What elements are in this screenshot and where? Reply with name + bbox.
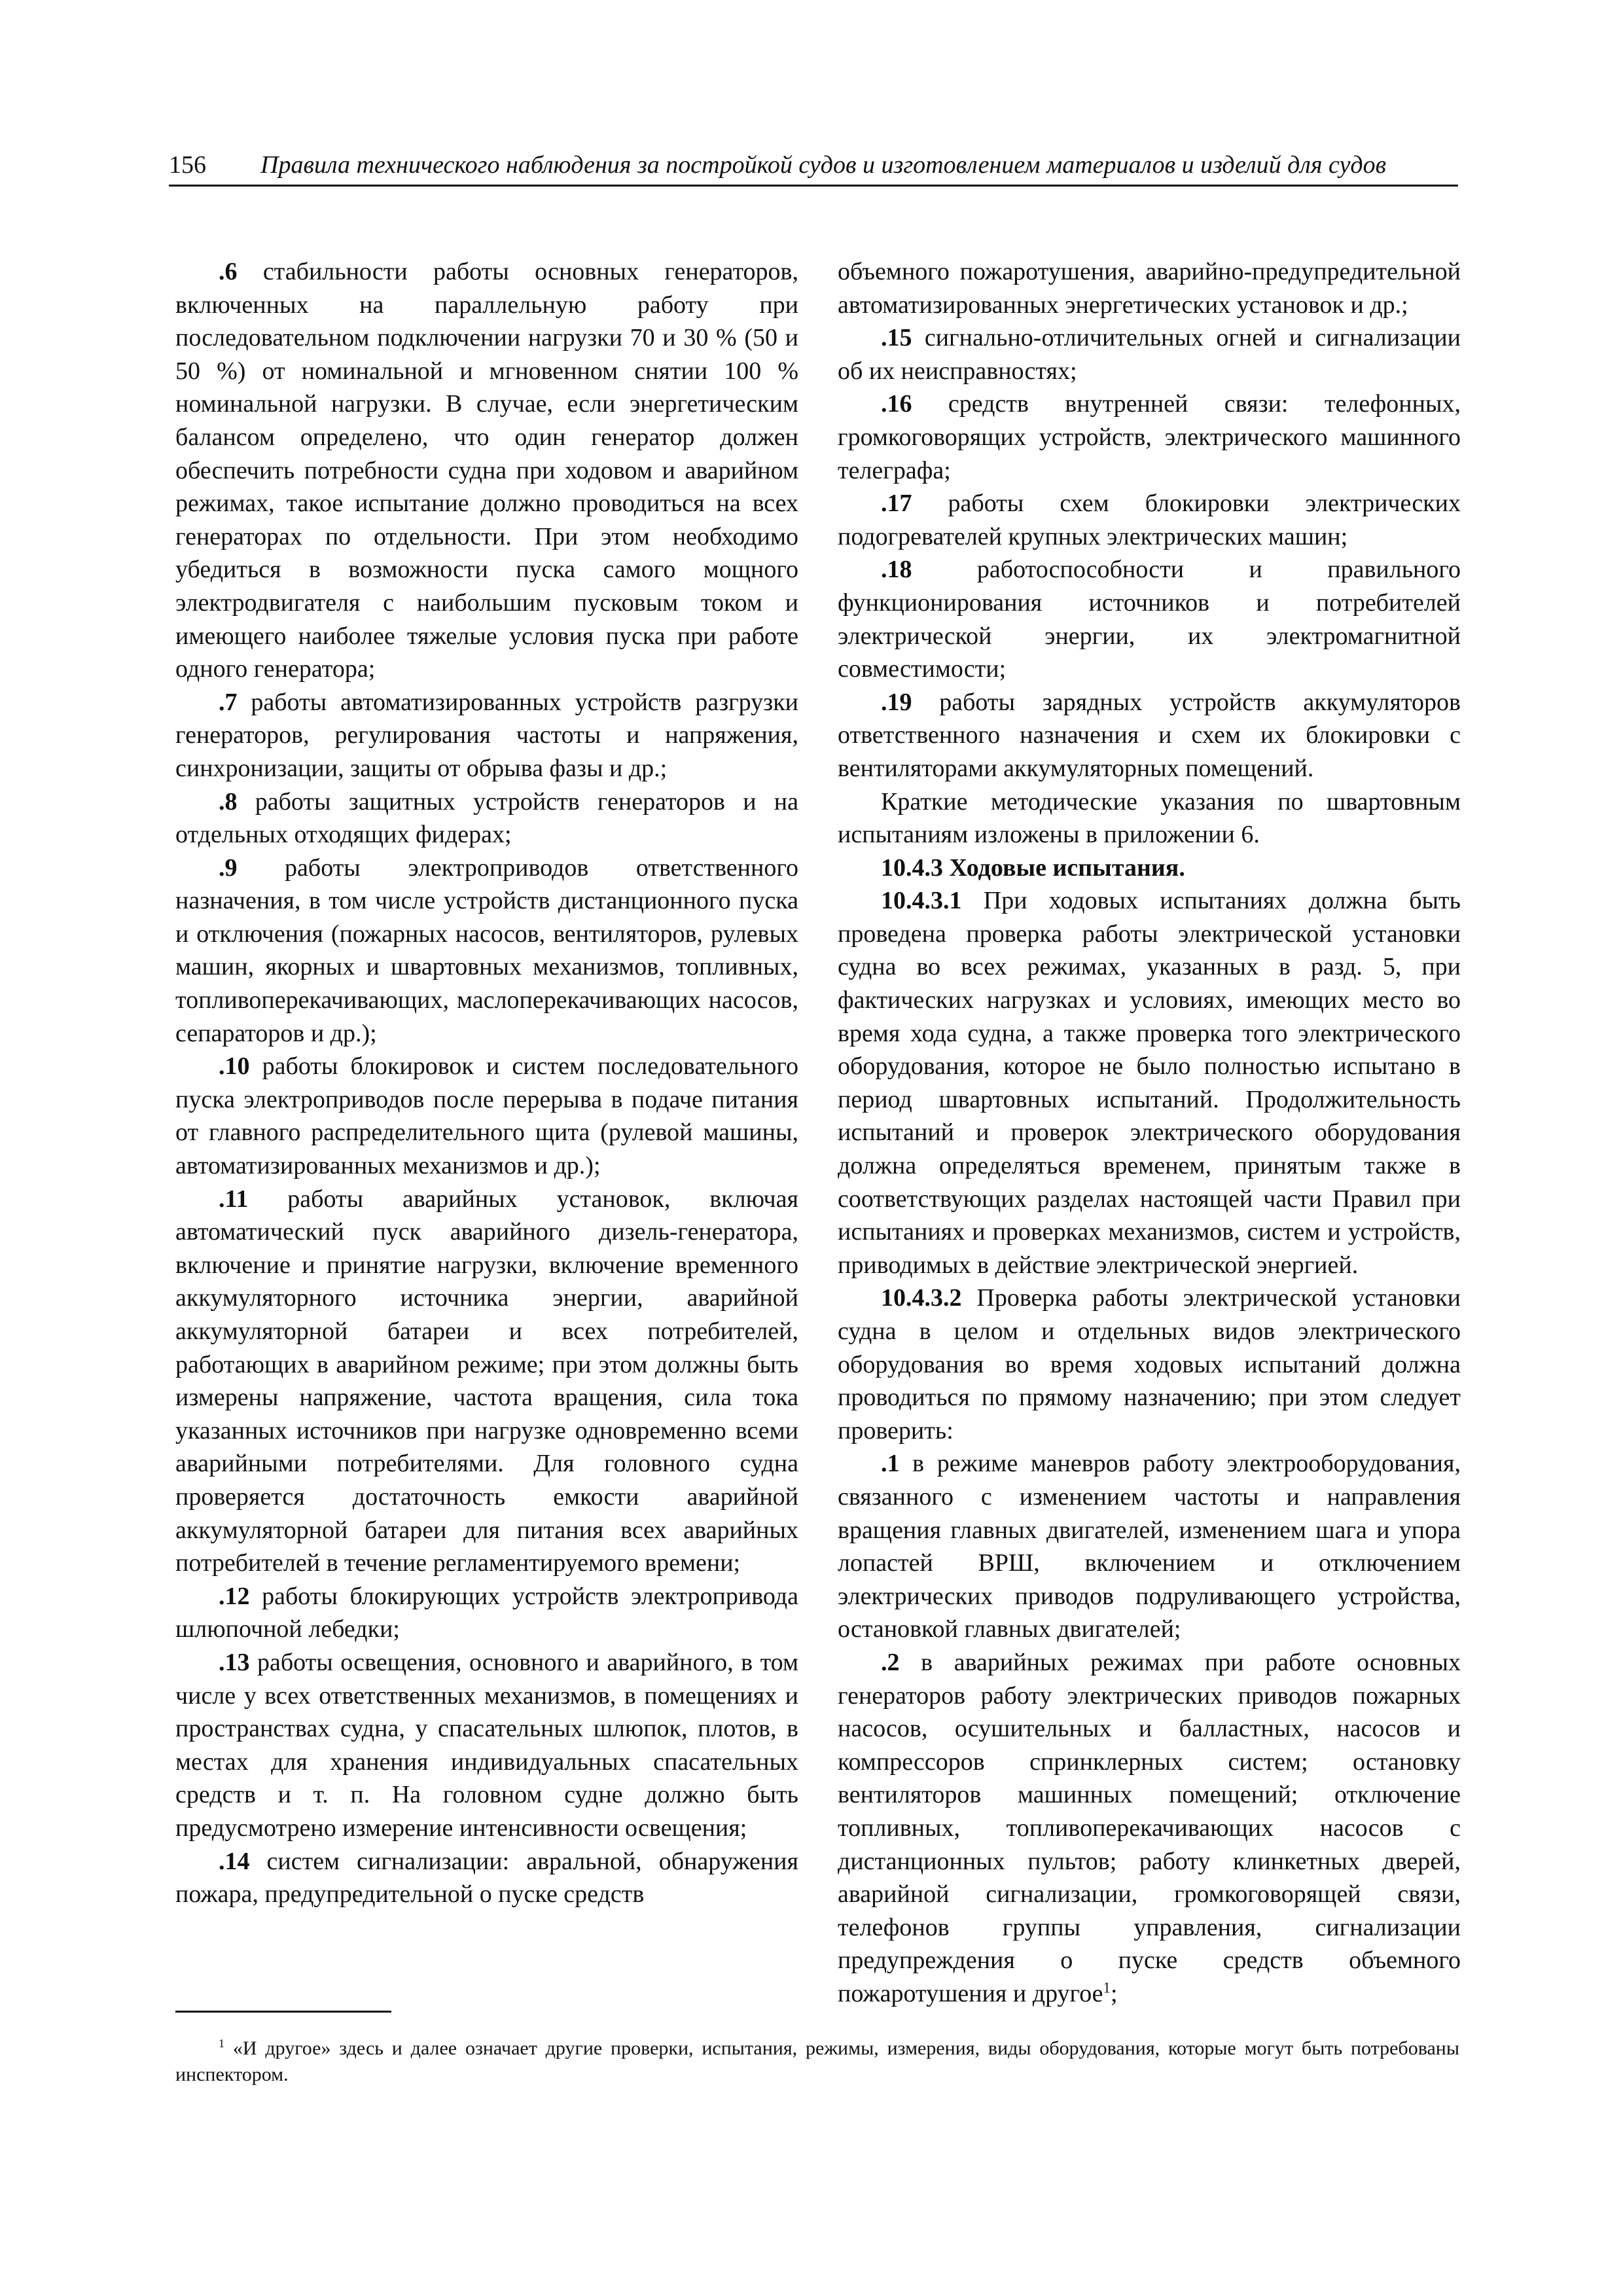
list-item [838,1646,1461,2011]
item-number: .18 [881,556,912,584]
item-number: .19 [881,688,912,716]
paragraph-text: При ходовых испытаниях должна быть проведена проверка работы электрической установки судна во всех режимах, указанных в разд. 5, при фактических нагрузках и условиях, имеющих место во время хода судна, а также проверка того электрического оборудования, которое не было полностью испытано в период швартовных испытаний. Продолжительность испытаний и проверок электрического оборудования должна определяться временем, принятым также в соответствующих разделах настоящей части Правил при испытаниях и проверках механизмов, систем и устройств, приводимых в действие электрической энергией. [838,887,1461,1279]
list-item [838,321,1461,387]
item-text: работы защитных устройств генераторов и на отдельных отходящих фидерах; [175,787,798,849]
item-number: .12 [219,1582,250,1610]
paragraph-number: 10.4.3.1 [881,887,962,915]
list-item [175,255,798,686]
item-text: работы электроприводов ответственного назначения, в том числе устройств дистанционного пуска и отключения (пожарных насосов, вентиляторов, рулевых машин, якорных и швартовных механизмов, топливных, топливоперекачивающих, маслоперекачивающих насосов, сепараторов и др.); [175,853,798,1047]
item-text: сигнально-отличительных огней и сигнализации об их неисправностях; [838,324,1461,385]
list-item [838,487,1461,553]
item-text: работы аварийных установок, включая автоматический пуск аварийного дизель-генератора, включение и принятие нагрузки, включение временного аккумуляторного источника энергии, аварийной аккумуляторной батареи и всех потребителей, работающих в аварийном режиме; при этом должны быть измерены напряжение, частота вращения, сила тока указанных источников при нагрузке одновременно всеми аварийными потребителями. Для головного судна проверяется достаточность емкости аварийной аккумуляторной батареи для питания всех аварийных потребителей в течение регламентируемого времени; [175,1185,798,1577]
item-text: средств внутренней связи: телефонных, громкоговорящих устройств, электрического машинного телеграфа; [838,390,1461,484]
footnote-reference[interactable]: 1 [1103,1979,1111,1996]
continuation-paragraph: объемного пожаротушения, аварийно-предупредительной автоматизированных энергетических установок и др.; [838,258,1461,319]
item-text: работы автоматизированных устройств разгрузки генераторов, регулирования частоты и напряжения, синхронизации, защиты от обрыва фазы и др.; [175,688,798,782]
numbered-paragraph [838,884,1461,1282]
item-text: работы схем блокировки электрических подогревателей крупных электрических машин; [838,490,1461,550]
numbered-paragraph [838,1282,1461,1447]
running-title: Правила технического наблюдения за постройкой судов и изготовлением материалов и изделий для судов [260,151,1387,179]
item-end: ; [1110,1979,1118,2007]
list-item [175,1580,798,1646]
list-item [175,852,798,1050]
page-number: 156 [169,151,206,179]
list-item [175,686,798,785]
list-item [175,1845,798,1911]
item-text: работы блокировок и систем последовательного пуска электроприводов после перерыва в подаче питания от главного распределительного щита (рулевой машины, автоматизированных механизмов и др.); [175,1052,798,1180]
item-text: работы блокирующих устройств электропривода шлюпочной лебедки; [175,1582,798,1643]
item-number: .8 [219,787,238,816]
item-text: работы зарядных устройств аккумуляторов ответственного назначения и схем их блокировки с вентиляторами аккумуляторных помещений. [838,688,1461,782]
list-item [175,1050,798,1182]
list-item [838,387,1461,487]
left-column [175,255,798,1911]
section-heading: 10.4.3 Ходовые испытания. [881,853,1185,882]
list-item [175,1183,798,1580]
item-number: .16 [881,390,912,418]
paragraph-number: 10.4.3.2 [881,1284,962,1312]
list-item [838,686,1461,785]
right-column [838,255,1461,2010]
note-paragraph: Краткие методические указания по швартовным испытаниям изложены в приложении 6. [838,787,1461,849]
item-number: .17 [881,490,912,518]
paragraph-text: Проверка работы электрической установки судна в целом и отдельных видов электрического оборудования во время ходовых испытаний должна проводиться по прямому назначению; при этом следует проверить: [838,1284,1461,1444]
item-text: в аварийных режимах при работе основных генераторов работу электрических приводов пожарных насосов, осушительных и балластных, насосов и компрессоров спринклерных систем; остановку вентиляторов машинных помещений; отключение топливных, топливоперекачивающих насосов с дистанционных пультов; работу клинкетных дверей, аварийной сигнализации, громкоговорящей связи, телефонов группы управления, сигнализации предупреждения о пуске средств объемного пожаротушения и другое [838,1648,1461,2007]
list-item [175,1646,798,1845]
item-number: .10 [219,1052,250,1081]
item-text: работы освещения, основного и аварийного, в том числе у всех ответственных механизмов, в помещениях и пространствах судна, у спасательных шлюпок, плотов, в местах для хранения индивидуальных спасательных средств и т. п. На головном судне должно быть предусмотрено измерение интенсивности освещения; [175,1648,798,1842]
item-text: стабильности работы основных генераторов, включенных на параллельную работу при последовательном подключении нагрузки 70 и 30 % (50 и 50 %) от номинальной и мгновенном снятии 100 % номинальной нагрузки. В случае, если энергетическим балансом определено, что один генератор должен обеспечить потребности судна при ходовом и аварийном режимах, такое испытание должно проводиться на всех генераторах по отдельности. При этом необходимо убедиться в возможности пуска самого мощного электродвигателя с наибольшим пусковым током и имеющего наиболее тяжелые условия пуска при работе одного генератора; [175,258,798,683]
item-number: .11 [219,1185,249,1213]
running-header [169,145,1458,187]
item-text: в режиме маневров работу электрооборудования, связанного с изменением частоты и направления вращения главных двигателей, изменением шага и упора лопастей ВРШ, включением и отключением электрических приводов подруливающего устройства, остановкой главных двигателей; [838,1450,1461,1643]
footnote-mark: 1 [219,2037,224,2050]
item-number: .9 [219,853,238,882]
item-number: .14 [219,1847,250,1875]
item-number: .13 [219,1648,250,1676]
list-item [838,1447,1461,1646]
footnote-text: «И другое» здесь и далее означает другие проверки, испытания, режимы, измерения, виды оборудования, которые могут быть потребованы инспектором. [175,2037,1459,2085]
item-number: .15 [881,324,912,352]
item-text: систем сигнализации: авральной, обнаружения пожара, предупредительной о пуске средств [175,1847,798,1909]
footnote-divider [175,2011,391,2013]
item-number: .7 [219,688,238,716]
list-item [838,553,1461,685]
item-number: .6 [219,258,238,285]
item-number: .2 [881,1648,900,1676]
footnote [175,2036,1459,2088]
item-number: .1 [881,1450,900,1478]
item-text: работоспособности и правильного функционирования источников и потребителей электрической энергии, их электромагнитной совместимости; [838,556,1461,683]
list-item [175,785,798,852]
